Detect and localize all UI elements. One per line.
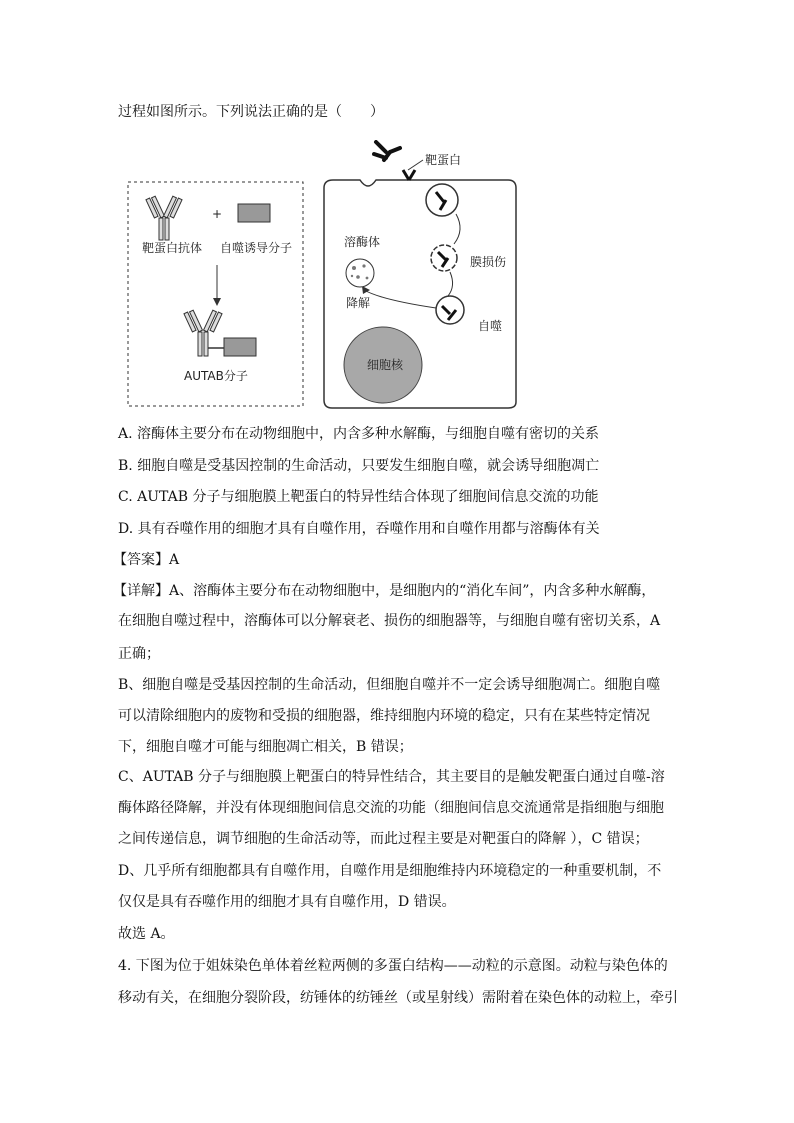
explanation-line: 在细胞自噬过程中，溶酶体可以分解衰老、损伤的细胞器等，与细胞自噬有密切关系，A: [118, 613, 661, 629]
autab-free-icon: [374, 142, 400, 160]
explanation-line: 【详解】A、溶酶体主要分布在动物细胞中，是细胞内的“消化车间”，内含多种水解酶，: [113, 583, 656, 599]
arrow-2: [448, 272, 453, 296]
explanation-line: 正确；: [118, 646, 160, 662]
explanation-line: C、AUTAB 分子与细胞膜上靶蛋白的特异性结合，其主要目的是触发靶蛋白通过自噬-溶: [118, 769, 665, 785]
plus-sign: +: [212, 207, 223, 221]
antibody-icon: [146, 196, 182, 240]
down-arrowhead: [213, 298, 221, 306]
explanation-line: 酶体路径降解，并没有体现细胞间信息交流的功能（细胞间信息交流通常是指细胞与细胞: [118, 800, 664, 816]
antibody-label: 靶蛋白抗体: [142, 241, 203, 255]
autophagy-label: 自噬: [478, 319, 503, 333]
membrane-target-icon: [403, 170, 415, 180]
degradation-label: 降解: [346, 296, 371, 310]
explanation-line: 之间传递信息，调节细胞的生命活动等，而此过程主要是对靶蛋白的降解 ），C 错误；: [118, 831, 649, 847]
explanation-line: 仅仅是具有吞噬作用的细胞才具有自噬作用，D 错误。: [118, 894, 456, 910]
membrane-damage-label: 膜损伤: [470, 255, 507, 269]
arrow-to-lysosome: [364, 290, 436, 308]
explanation-line: B、细胞自噬是受基因控制的生命活动，但细胞自噬并不一定会诱导细胞凋亡。细胞自噬: [118, 677, 661, 693]
autab-label: AUTAB分子: [184, 369, 248, 383]
option-a: A. 溶酶体主要分布在动物细胞中，内含多种水解酶，与细胞自噬有密切的关系: [118, 426, 600, 442]
autab-diagram: [120, 140, 520, 415]
option-b: B. 细胞自噬是受基因控制的生命活动，只要发生细胞自噬，就会诱导细胞凋亡: [118, 458, 600, 474]
option-c: C. AUTAB 分子与细胞膜上靶蛋白的特异性结合体现了细胞间信息交流的功能: [118, 489, 599, 505]
target-pointer: [408, 160, 423, 170]
autab-antibody-icon: [184, 310, 222, 356]
option-d: D. 具有吞噬作用的细胞才具有自噬作用，吞噬作用和自噬作用都与溶酶体有关: [118, 521, 600, 537]
explanation-line: D、几乎所有细胞都具有自噬作用，自噬作用是细胞维持内环境稳定的一种重要机制，不: [118, 863, 662, 879]
target-protein-label: 靶蛋白: [425, 153, 462, 167]
question4-line: 4. 下图为位于姐妹染色单体着丝粒两侧的多蛋白结构——动粒的示意图。动粒与染色体的: [118, 958, 668, 974]
question-intro: 过程如图所示。下列说法正确的是（ ）: [118, 104, 384, 120]
explanation-line: 故选 A。: [118, 926, 175, 942]
inducer-label: 自噬诱导分子: [220, 241, 293, 255]
answer: 【答案】A: [113, 552, 180, 568]
explanation-line: 下，细胞自噬才可能与细胞凋亡相关，B 错误；: [118, 739, 413, 755]
question4-line: 移动有关，在细胞分裂阶段，纺锤体的纺锤丝（或星射线）需附着在染色体的动粒上，牵引: [118, 990, 678, 1006]
autab-inducer-box: [224, 338, 256, 356]
explanation-line: 可以清除细胞内的废物和受损的细胞器，维持细胞内环境的稳定，只有在某些特定情况: [118, 708, 650, 724]
lysosome: [346, 259, 374, 287]
lysosome-label: 溶酶体: [344, 235, 381, 249]
inducer-molecule-box: [238, 204, 270, 222]
nucleus-label: 细胞核: [367, 358, 404, 372]
arrow-1: [454, 214, 460, 244]
